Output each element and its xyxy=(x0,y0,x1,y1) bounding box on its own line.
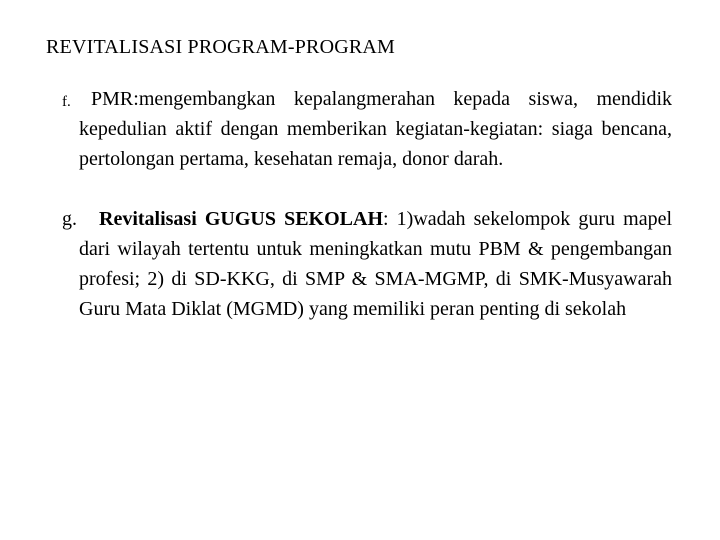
list-item-lead: PMR: xyxy=(91,88,139,110)
list-item-body xyxy=(79,84,672,174)
list-item-pmr xyxy=(62,84,672,174)
list-item-body xyxy=(79,204,672,324)
list-item-gugus-sekolah xyxy=(62,204,672,324)
list-marker: g. xyxy=(62,208,77,230)
list-marker: f. xyxy=(62,94,71,110)
list-item-text: mengembangkan kepalangmerahan kepada siswa, mendidik kepedulian aktif dengan memberikan kegiatan-kegiatan: siaga bencana, pertolongan pertama, kesehatan remaja, donor darah. xyxy=(79,88,672,170)
slide-title: REVITALISASI PROGRAM-PROGRAM xyxy=(46,36,396,58)
list-item-text: : 1)wadah sekelompok guru mapel dari wilayah tertentu untuk meningkatkan mutu PBM & pengembangan profesi; 2) di SD-KKG, di SMP & SMA-MGMP, di SMK-Musyawarah Guru Mata Diklat (MGMD) yang memiliki peran penting di sekolah xyxy=(79,208,673,320)
list-item-lead: Revitalisasi GUGUS SEKOLAH xyxy=(99,208,384,230)
